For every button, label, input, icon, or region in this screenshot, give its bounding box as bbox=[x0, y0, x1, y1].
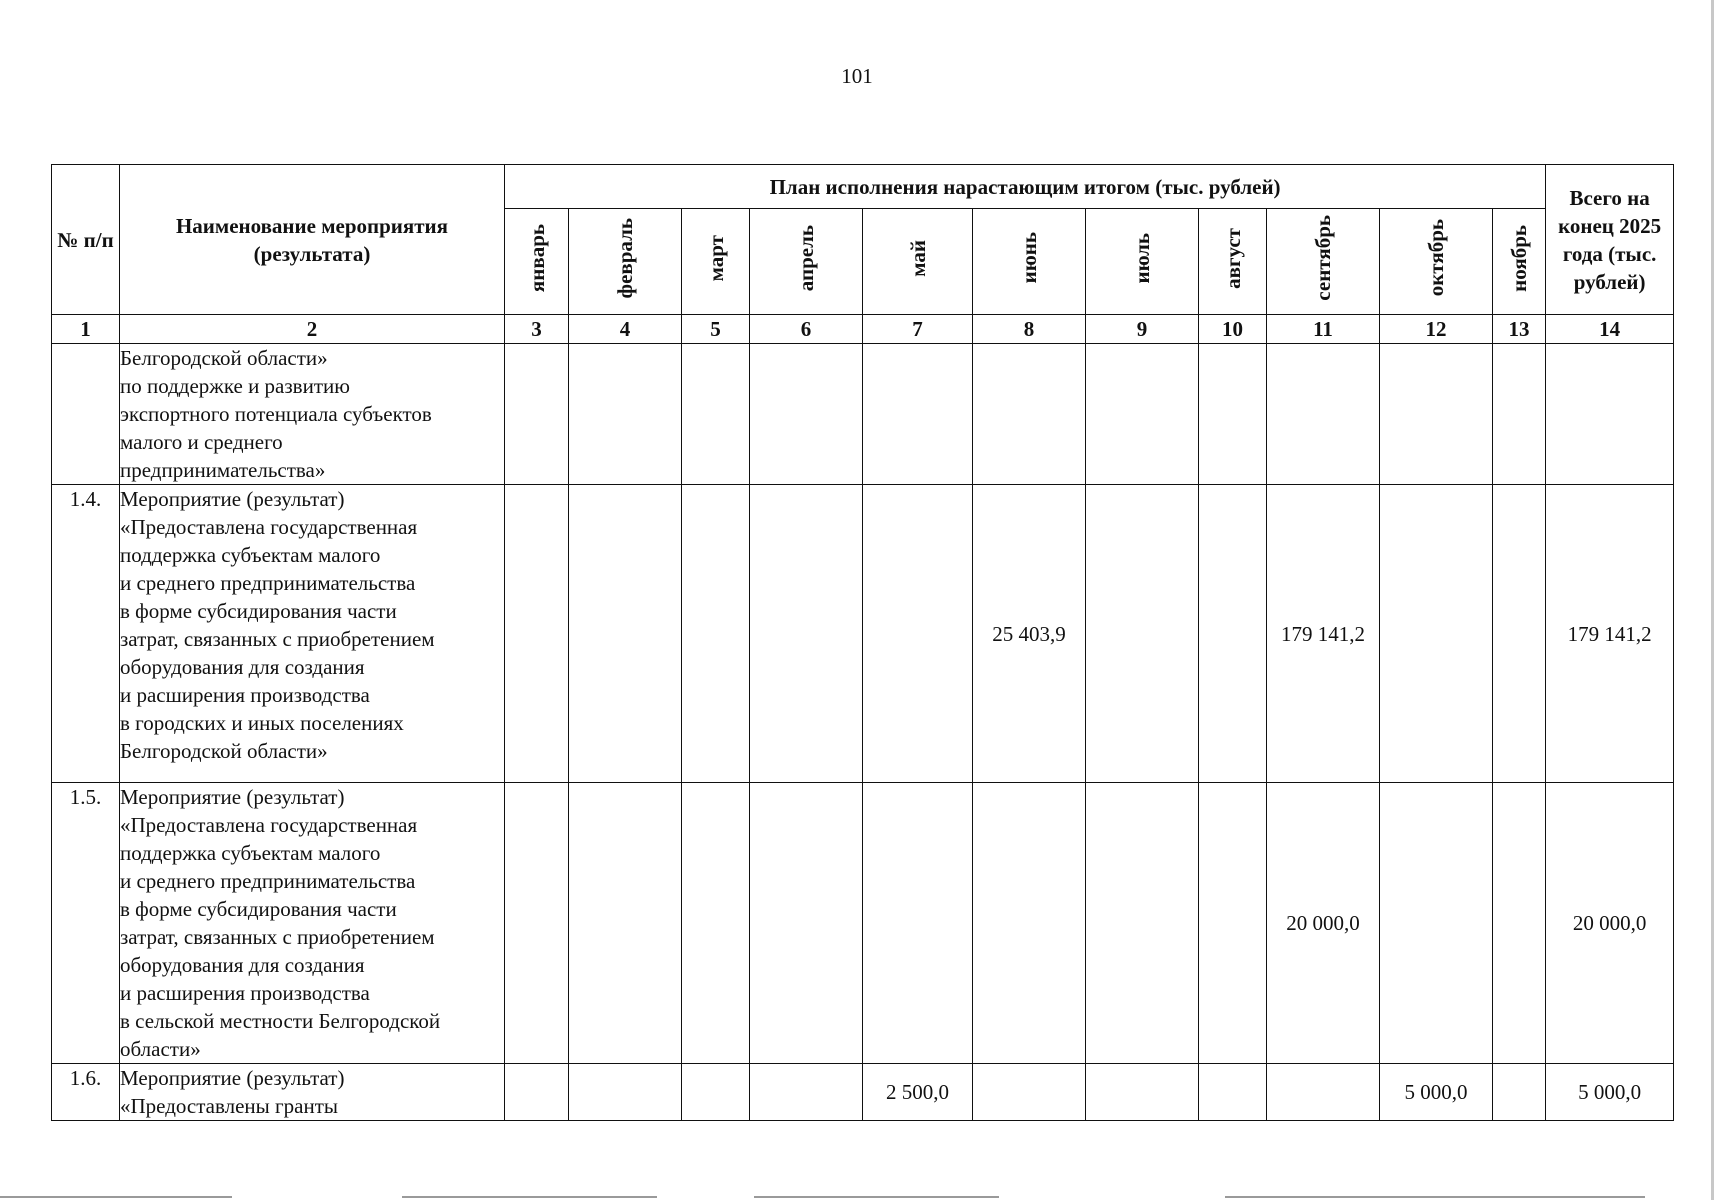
month-value bbox=[1199, 485, 1267, 783]
column-number: 5 bbox=[682, 315, 750, 344]
measure-name bbox=[120, 485, 505, 783]
measure-name-line: экспортного потенциала субъектов bbox=[120, 402, 432, 426]
month-value bbox=[750, 485, 863, 783]
header-month: июль bbox=[1086, 209, 1199, 315]
column-number: 3 bbox=[505, 315, 569, 344]
month-value bbox=[1086, 1064, 1199, 1121]
month-value bbox=[1086, 485, 1199, 783]
month-value bbox=[863, 783, 973, 1064]
table-row bbox=[52, 1064, 1674, 1121]
total-value: 5 000,0 bbox=[1546, 1064, 1674, 1121]
month-value bbox=[505, 1064, 569, 1121]
month-value bbox=[750, 1064, 863, 1121]
measure-name-line: «Предоставлена государственная bbox=[120, 515, 418, 539]
month-value bbox=[1380, 485, 1493, 783]
measure-name-line: оборудования для создания bbox=[120, 953, 365, 977]
month-value bbox=[863, 344, 973, 485]
table-row bbox=[52, 344, 1674, 485]
measure-name-line: затрат, связанных с приобретением bbox=[120, 627, 435, 651]
month-value: 179 141,2 bbox=[1267, 485, 1380, 783]
measure-name-line: области» bbox=[120, 1037, 201, 1061]
month-value bbox=[1493, 783, 1546, 1064]
header-month: сентябрь bbox=[1267, 209, 1380, 315]
column-number: 4 bbox=[569, 315, 682, 344]
month-value bbox=[569, 783, 682, 1064]
header-month: апрель bbox=[750, 209, 863, 315]
total-value: 179 141,2 bbox=[1546, 485, 1674, 783]
row-number: 1.4. bbox=[52, 485, 120, 783]
measure-name-line: в форме субсидирования части bbox=[120, 599, 397, 623]
measure-name-line: и среднего предпринимательства bbox=[120, 869, 416, 893]
header-plan: План исполнения нарастающим итогом (тыс. рублей) bbox=[505, 165, 1546, 209]
month-value bbox=[1199, 344, 1267, 485]
page-number: 101 bbox=[841, 64, 873, 88]
column-number: 6 bbox=[750, 315, 863, 344]
header-month: июнь bbox=[973, 209, 1086, 315]
month-value: 2 500,0 bbox=[863, 1064, 973, 1121]
month-value bbox=[1199, 1064, 1267, 1121]
header-month: март bbox=[682, 209, 750, 315]
measure-name-line: Мероприятие (результат) bbox=[120, 785, 345, 809]
measure-name-line: предпринимательства» bbox=[120, 458, 326, 482]
total-value bbox=[1546, 344, 1674, 485]
header-month: май bbox=[863, 209, 973, 315]
month-value bbox=[1493, 485, 1546, 783]
header-month: ноябрь bbox=[1493, 209, 1546, 315]
column-number: 8 bbox=[973, 315, 1086, 344]
measure-name-line: Мероприятие (результат) bbox=[120, 1066, 345, 1090]
month-value bbox=[682, 1064, 750, 1121]
month-value bbox=[1380, 344, 1493, 485]
scan-artifact-line bbox=[1225, 1196, 1645, 1198]
row-number bbox=[52, 344, 120, 485]
measure-name-line: затрат, связанных с приобретением bbox=[120, 925, 435, 949]
measure-name-line: оборудования для создания bbox=[120, 655, 365, 679]
month-value bbox=[682, 783, 750, 1064]
column-number: 1 bbox=[52, 315, 120, 344]
month-value bbox=[1380, 783, 1493, 1064]
table-row bbox=[52, 485, 1674, 783]
month-value bbox=[973, 344, 1086, 485]
header-month: февраль bbox=[569, 209, 682, 315]
measure-name-line: в форме субсидирования части bbox=[120, 897, 397, 921]
month-value bbox=[505, 485, 569, 783]
measure-name-line: «Предоставлена государственная bbox=[120, 813, 418, 837]
measure-name bbox=[120, 1064, 505, 1121]
column-number: 12 bbox=[1380, 315, 1493, 344]
month-value bbox=[1086, 783, 1199, 1064]
measure-name-line: поддержка субъектам малого bbox=[120, 543, 381, 567]
month-value bbox=[682, 485, 750, 783]
measure-name-line: малого и среднего bbox=[120, 430, 283, 454]
header-month: октябрь bbox=[1380, 209, 1493, 315]
month-value bbox=[505, 783, 569, 1064]
month-value bbox=[569, 485, 682, 783]
measure-name-line: и среднего предпринимательства bbox=[120, 571, 416, 595]
month-value bbox=[682, 344, 750, 485]
measure-name-line: в сельской местности Белгородской bbox=[120, 1009, 441, 1033]
measure-name-line: Мероприятие (результат) bbox=[120, 487, 345, 511]
row-number: 1.6. bbox=[52, 1064, 120, 1121]
month-value bbox=[863, 485, 973, 783]
month-value: 20 000,0 bbox=[1267, 783, 1380, 1064]
month-value bbox=[1267, 344, 1380, 485]
column-number: 9 bbox=[1086, 315, 1199, 344]
month-value bbox=[973, 1064, 1086, 1121]
month-value bbox=[973, 783, 1086, 1064]
column-number: 11 bbox=[1267, 315, 1380, 344]
month-value bbox=[1086, 344, 1199, 485]
row-number: 1.5. bbox=[52, 783, 120, 1064]
month-value: 5 000,0 bbox=[1380, 1064, 1493, 1121]
month-value bbox=[569, 344, 682, 485]
total-value: 20 000,0 bbox=[1546, 783, 1674, 1064]
measure-name-line: в городских и иных поселениях bbox=[120, 711, 404, 735]
month-value: 25 403,9 bbox=[973, 485, 1086, 783]
month-value bbox=[750, 783, 863, 1064]
header-month: январь bbox=[505, 209, 569, 315]
scan-artifact-line bbox=[0, 1196, 232, 1198]
measure-name-line: Белгородской области» bbox=[120, 346, 328, 370]
column-number: 10 bbox=[1199, 315, 1267, 344]
month-value bbox=[1493, 344, 1546, 485]
column-number: 7 bbox=[863, 315, 973, 344]
header-name: Наименование мероприятия (результата) bbox=[120, 165, 505, 315]
measure-name-line: поддержка субъектам малого bbox=[120, 841, 381, 865]
column-number-row bbox=[52, 315, 1674, 344]
month-value bbox=[1493, 1064, 1546, 1121]
measure-name-line: Белгородской области» bbox=[120, 739, 328, 763]
column-number: 14 bbox=[1546, 315, 1674, 344]
month-value bbox=[505, 344, 569, 485]
scan-artifact-line bbox=[754, 1196, 999, 1198]
header-num: № п/п bbox=[52, 165, 120, 315]
scan-artifact-line bbox=[402, 1196, 657, 1198]
measure-name-line: и расширения производства bbox=[120, 981, 370, 1005]
measure-name bbox=[120, 783, 505, 1064]
month-value bbox=[1267, 1064, 1380, 1121]
month-value bbox=[569, 1064, 682, 1121]
header-month: август bbox=[1199, 209, 1267, 315]
table-row bbox=[52, 783, 1674, 1064]
column-number: 13 bbox=[1493, 315, 1546, 344]
column-number: 2 bbox=[120, 315, 505, 344]
measure-name-line: и расширения производства bbox=[120, 683, 370, 707]
measure-name bbox=[120, 344, 505, 485]
measure-name-line: «Предоставлены гранты bbox=[120, 1094, 338, 1118]
month-value bbox=[750, 344, 863, 485]
month-value bbox=[1199, 783, 1267, 1064]
header-total: Всего на конец 2025 года (тыс. рублей) bbox=[1546, 165, 1674, 315]
measure-name-line: по поддержке и развитию bbox=[120, 374, 350, 398]
plan-table bbox=[51, 164, 1674, 1121]
